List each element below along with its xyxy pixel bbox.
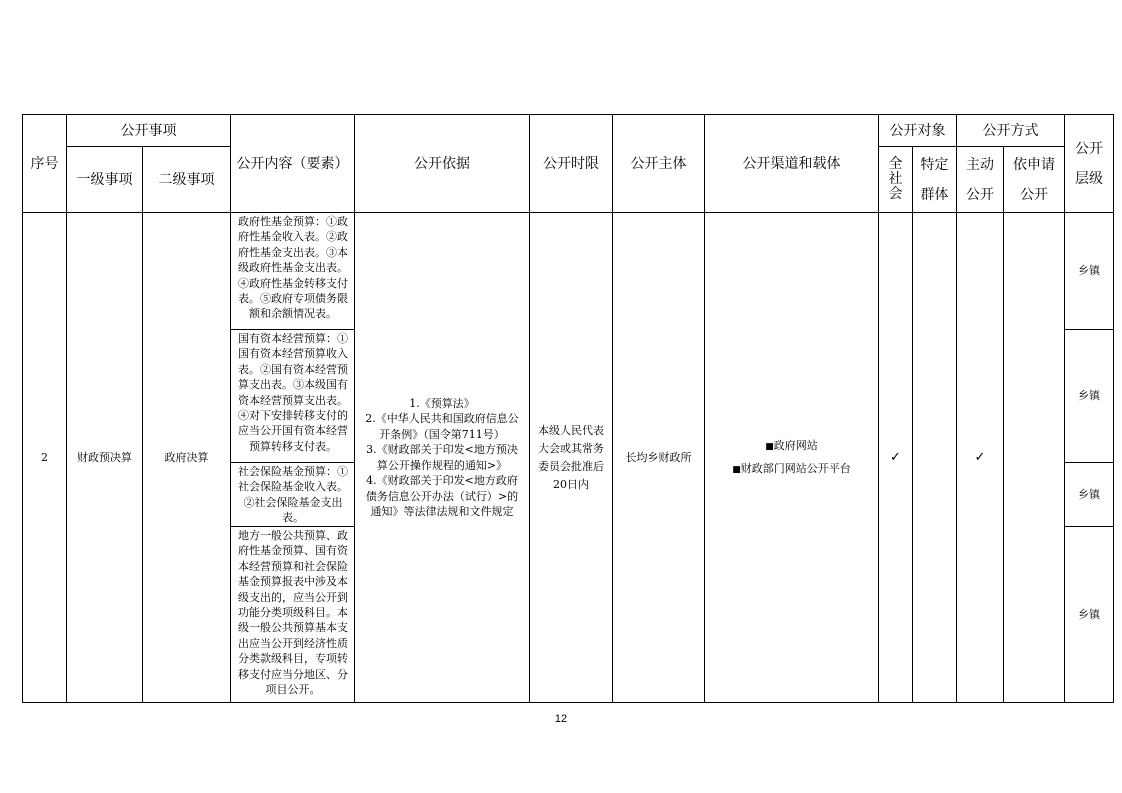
channel-label: 财政部门网站公开平台 (740, 461, 851, 475)
header-on-request (1004, 147, 1065, 213)
row-time-limit: 本级人民代表大会或其常务委员会批准后20日内 (530, 213, 613, 703)
header-level1: 一级事项 (67, 147, 143, 213)
header-active (957, 147, 1004, 213)
basis-item: 4.《财政部关于印发<地方政府债务信息公开办法（试行）>的通知》等法律法规和文件规定 (365, 474, 519, 518)
channel-label: 政府网站 (773, 438, 818, 452)
row-channels (705, 213, 879, 703)
row-on-request-empty (1004, 213, 1065, 703)
row-level1: 财政预决算 (67, 213, 143, 703)
row-level2: 政府决算 (143, 213, 231, 703)
channel-item (713, 435, 870, 458)
header-level2: 二级事项 (143, 147, 231, 213)
content-state-capital: 国有资本经营预算：①国有资本经营预算收入表。②国有资本经营预算支出表。③本级国有资本经营预算支出表。④对下安排转移支付的应当公开国有资本经营预算转移支付表。 (231, 330, 355, 463)
row-active-check: ✓ (957, 213, 1004, 703)
row-level-2: 乡镇 (1065, 330, 1114, 463)
header-level (1065, 115, 1114, 213)
header-subject: 公开主体 (613, 115, 705, 213)
header-seq: 序号 (23, 115, 67, 213)
disclosure-table (22, 114, 1114, 703)
header-level-text: 公开层级 (1075, 140, 1103, 187)
row-level-1: 乡镇 (1065, 213, 1114, 330)
row-basis (355, 213, 530, 703)
row-whole-society-check: ✓ (879, 213, 913, 703)
header-specific-group (913, 147, 957, 213)
row-specific-group-empty (913, 213, 957, 703)
page-number: 12 (554, 713, 568, 725)
header-whole-society (879, 147, 913, 213)
header-content: 公开内容（要素） (231, 115, 355, 213)
header-specific-group-text: 特定群体 (920, 156, 949, 203)
channel-item (713, 458, 870, 481)
row-subject: 长均乡财政所 (613, 213, 705, 703)
header-mode-group: 公开方式 (957, 115, 1065, 147)
content-government-fund: 政府性基金预算：①政府性基金收入表。②政府性基金支出表。③本级政府性基金支出表。④政府性基金转移支付表。⑤政府专项债务限额和余额情况表。 (231, 213, 355, 330)
row-level-4: 乡镇 (1065, 527, 1114, 703)
basis-item: 3.《财政部关于印发<地方预决算公开操作规程的通知>》 (366, 443, 518, 472)
header-active-text: 主动公开 (966, 156, 994, 203)
content-social-insurance: 社会保险基金预算：①社会保险基金收入表。②社会保险基金支出表。 (231, 463, 355, 527)
header-time-limit: 公开时限 (530, 115, 613, 213)
header-whole-society-text: 全社会 (888, 156, 903, 202)
bullet-square-icon: ■ (765, 441, 774, 452)
header-channel: 公开渠道和载体 (705, 115, 879, 213)
bullet-square-icon: ■ (732, 464, 741, 475)
row-level-3: 乡镇 (1065, 463, 1114, 527)
header-items-group: 公开事项 (67, 115, 231, 147)
basis-item: 1.《预算法》 (409, 396, 475, 410)
row-seq: 2 (23, 213, 67, 703)
header-target-group: 公开对象 (879, 115, 957, 147)
header-on-request-text: 依申请公开 (1013, 156, 1055, 203)
basis-item: 2.《中华人民共和国政府信息公开条例》（国令第711号） (365, 412, 519, 441)
content-general-budget: 地方一般公共预算、政府性基金预算、国有资本经营预算和社会保险基金预算报表中涉及本级支出的，应当公开到功能分类项级科目。本级一般公共预算基本支出应当公开到经济性质分类款级科目，专项转移支付应当分地区、分项目公开。 (231, 527, 355, 703)
header-basis: 公开依据 (355, 115, 530, 213)
